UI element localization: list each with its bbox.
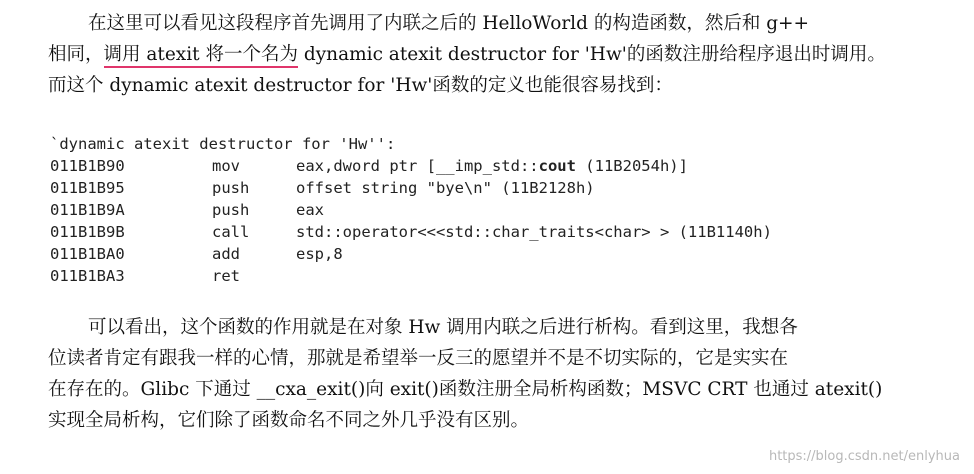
- code-operands-bold: cout: [538, 157, 576, 175]
- intro-line-2-start: 相同，: [48, 44, 104, 65]
- code-opcode: ret: [212, 267, 240, 285]
- watermark: https://blog.csdn.net/enlyhua: [768, 449, 960, 464]
- code-row: [50, 221, 772, 243]
- code-operands: std::operator<<<std::char_traits<char> > (11B1140h): [296, 223, 772, 241]
- code-operands: esp,8: [296, 245, 343, 263]
- code-address: 011B1BA3: [50, 267, 125, 285]
- code-operands: eax: [296, 201, 324, 219]
- code-row: [50, 155, 772, 177]
- code-opcode: call: [212, 223, 250, 241]
- intro-line-2: [48, 39, 948, 70]
- code-opcode: add: [212, 245, 240, 263]
- code-opcode: push: [212, 179, 250, 197]
- conclusion-line-4: 实现全局析构，它们除了函数命名不同之外几乎没有区别。: [48, 410, 530, 431]
- underlined-phrase: 调用 atexit 将一个名为: [104, 44, 298, 68]
- code-operands-text: eax,dword ptr [__imp_std::: [296, 157, 539, 175]
- code-address: 011B1B9B: [50, 223, 125, 241]
- code-operands: offset string "bye\n" (11B2128h): [296, 179, 595, 197]
- code-operands-tail: (11B2054h)]: [575, 157, 688, 175]
- code-operands: [296, 155, 688, 177]
- intro-line-1: 在这里可以看见这段程序首先调用了内联之后的 HelloWorld 的构造函数，然后和 g++: [88, 13, 810, 34]
- code-address: 011B1B95: [50, 179, 125, 197]
- conclusion-paragraph: [48, 312, 948, 436]
- code-opcode: mov: [212, 157, 240, 175]
- code-row: [50, 177, 772, 199]
- code-row: [50, 199, 772, 221]
- conclusion-line-1: 可以看出，这个函数的作用就是在对象 Hw 调用内联之后进行析构。看到这里，我想各: [88, 317, 798, 338]
- code-address: 011B1B90: [50, 157, 125, 175]
- code-row: [50, 265, 772, 287]
- code-address: 011B1BA0: [50, 245, 125, 263]
- code-opcode: push: [212, 201, 250, 219]
- code-address: 011B1B9A: [50, 201, 125, 219]
- intro-paragraph: [48, 8, 948, 101]
- intro-line-3: 而这个 dynamic atexit destructor for 'Hw'函数的定义也能很容易找到：: [48, 75, 673, 96]
- code-header: `dynamic atexit destructor for 'Hw'':: [50, 135, 396, 153]
- intro-line-2-end: dynamic atexit destructor for 'Hw'的函数注册给程序退出时调用。: [297, 44, 886, 65]
- code-row: [50, 243, 772, 265]
- conclusion-line-3: 在存在的。Glibc 下通过 __cxa_exit()向 exit()函数注册全局析构函数；MSVC CRT 也通过 atexit(): [48, 379, 883, 400]
- code-block: [50, 133, 772, 287]
- conclusion-line-2: 位读者肯定有跟我一样的心情，那就是希望举一反三的愿望并不是不切实际的，它是实实在: [48, 348, 789, 369]
